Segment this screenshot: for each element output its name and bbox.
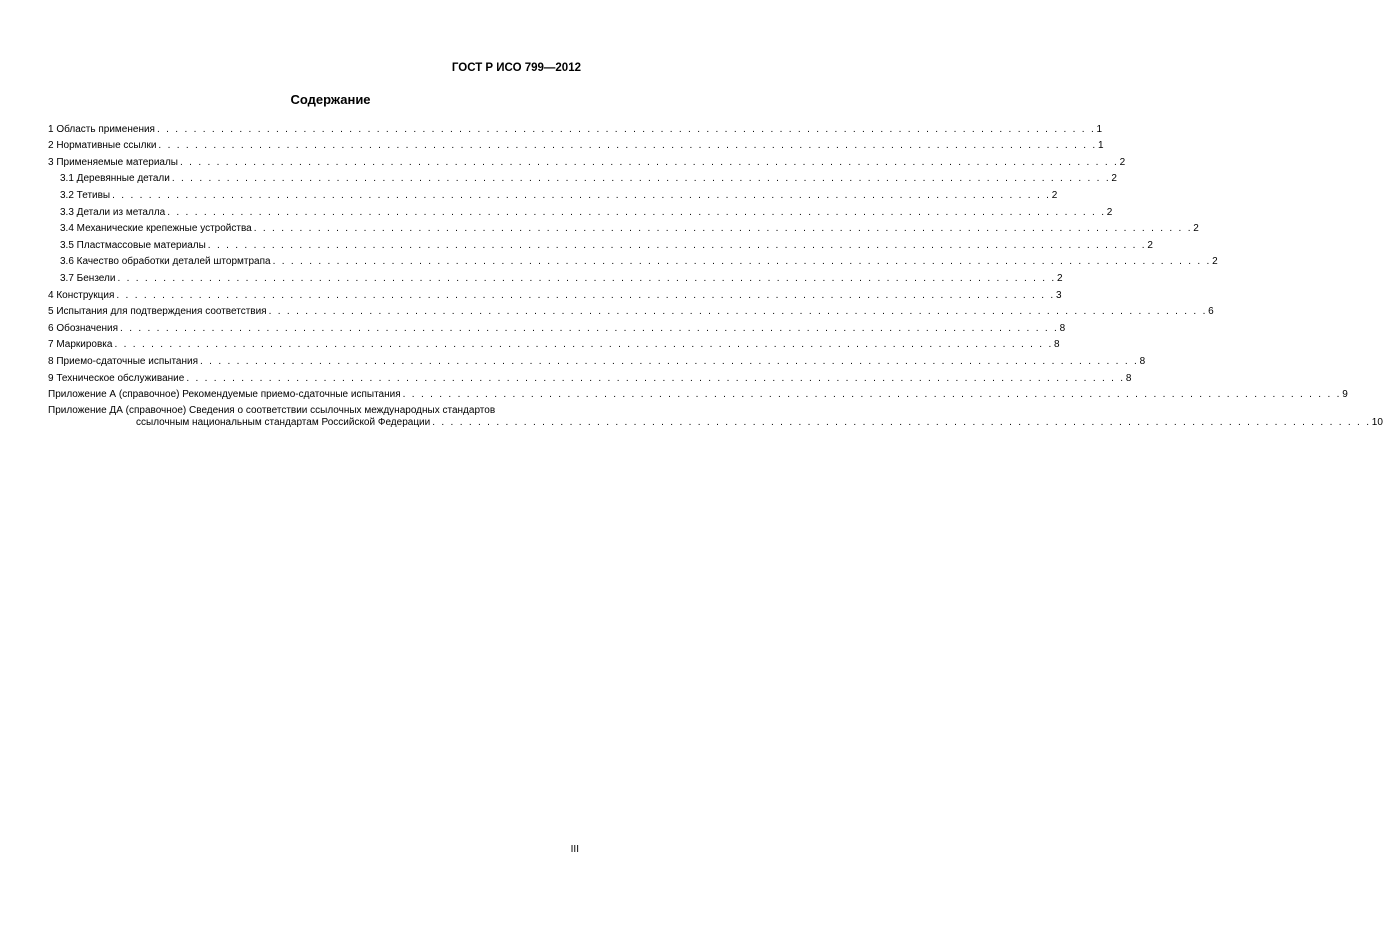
toc-entry-page: 2 <box>1147 239 1153 251</box>
toc-leader-dots: . . . . . . . . . . . . . . . . . . . . . . . . . . . . . . . . . . . . . . . . . . . . . . . . . . . . . . . . . . . . . . . . . . . . . . . . . . . . . . . . . . . . . . . . . . . . . . . . . . . . . . . <box>116 289 1055 301</box>
toc-entry-label: 3.7 Бензели <box>60 272 116 284</box>
toc-leader-dots: . . . . . . . . . . . . . . . . . . . . . . . . . . . . . . . . . . . . . . . . . . . . . . . . . . . . . . . . . . . . . . . . . . . . . . . . . . . . . . . . . . . . . . . . . . . . . . . . . . . . . . . <box>112 189 1051 201</box>
toc-entry-6[interactable] <box>48 318 1066 335</box>
toc-entry-3-6[interactable] <box>48 252 1218 269</box>
toc-entry-label: 3.1 Деревянные детали <box>60 173 170 185</box>
table-of-contents <box>48 119 1383 429</box>
page-number: III <box>570 844 579 855</box>
toc-leader-dots: . . . . . . . . . . . . . . . . . . . . . . . . . . . . . . . . . . . . . . . . . . . . . . . . . . . . . . . . . . . . . . . . . . . . . . . . . . . . . . . . . . . . . . . . . . . . . . . . . . . . . . . <box>186 372 1125 384</box>
toc-entry-3-2[interactable] <box>48 185 1058 202</box>
toc-entry-label: 3.5 Пластмассовые материалы <box>60 239 206 251</box>
toc-entry-1[interactable] <box>48 119 1103 136</box>
toc-entry-label: 3.2 Тетивы <box>60 189 111 201</box>
toc-leader-dots: . . . . . . . . . . . . . . . . . . . . . . . . . . . . . . . . . . . . . . . . . . . . . . . . . . . . . . . . . . . . . . . . . . . . . . . . . . . . . . . . . . . . . . . . . . . . . . . . . . . . . . . <box>200 355 1139 367</box>
toc-entry-label: 3.3 Детали из металла <box>60 206 166 218</box>
toc-entry-page: 2 <box>1193 223 1199 235</box>
toc-entry-label: 9 Техническое обслуживание <box>48 372 185 384</box>
toc-entry-7[interactable] <box>48 335 1060 352</box>
toc-entry-5[interactable] <box>48 302 1214 319</box>
toc-entry-label-continuation: ссылочным национальным стандартам Российской Федерации <box>136 417 431 429</box>
toc-leader-dots: . . . . . . . . . . . . . . . . . . . . . . . . . . . . . . . . . . . . . . . . . . . . . . . . . . . . . . . . . . . . . . . . . . . . . . . . . . . . . . . . . . . . . . . . . . . . . . . . . . . . . . . <box>432 417 1371 429</box>
toc-leader-dots: . . . . . . . . . . . . . . . . . . . . . . . . . . . . . . . . . . . . . . . . . . . . . . . . . . . . . . . . . . . . . . . . . . . . . . . . . . . . . . . . . . . . . . . . . . . . . . . . . . . . . . . <box>268 306 1208 318</box>
toc-entry-label: 6 Обозначения <box>48 322 119 334</box>
toc-entry-label: 8 Приемо-сдаточные испытания <box>48 355 198 367</box>
toc-entry-page: 10 <box>1371 417 1383 429</box>
toc-entry-page: 2 <box>1057 272 1063 284</box>
toc-entry-page: 2 <box>1106 206 1113 218</box>
toc-entry-page: 2 <box>1111 173 1117 185</box>
toc-entry-page: 2 <box>1212 256 1218 268</box>
toc-entry-3-4[interactable] <box>48 219 1199 236</box>
toc-entry-label: 5 Испытания для подтверждения соответствия <box>48 306 267 318</box>
toc-leader-dots: . . . . . . . . . . . . . . . . . . . . . . . . . . . . . . . . . . . . . . . . . . . . . . . . . . . . . . . . . . . . . . . . . . . . . . . . . . . . . . . . . . . . . . . . . . . . . . . . . . . . . . . <box>171 173 1111 185</box>
toc-entry-3-1[interactable] <box>48 169 1117 186</box>
toc-entry-appendix-a[interactable] <box>48 385 1348 402</box>
toc-entry-page: 1 <box>1097 140 1104 152</box>
toc-entry-label: 3.6 Качество обработки деталей штормтрапа <box>60 256 271 268</box>
toc-leader-dots: . . . . . . . . . . . . . . . . . . . . . . . . . . . . . . . . . . . . . . . . . . . . . . . . . . . . . . . . . . . . . . . . . . . . . . . . . . . . . . . . . . . . . . . . . . . . . . . . . . . . . . . <box>272 256 1212 268</box>
toc-entry-4[interactable] <box>48 285 1062 302</box>
toc-leader-dots: . . . . . . . . . . . . . . . . . . . . . . . . . . . . . . . . . . . . . . . . . . . . . . . . . . . . . . . . . . . . . . . . . . . . . . . . . . . . . . . . . . . . . . . . . . . . . . . . . . . . . . . <box>156 123 1096 135</box>
toc-entry-page: 3 <box>1055 289 1062 301</box>
toc-entry-page: 2 <box>1051 189 1058 201</box>
toc-leader-dots: . . . . . . . . . . . . . . . . . . . . . . . . . . . . . . . . . . . . . . . . . . . . . . . . . . . . . . . . . . . . . . . . . . . . . . . . . . . . . . . . . . . . . . . . . . . . . . . . . . . . . . . <box>114 339 1054 351</box>
toc-entry-page: 8 <box>1054 339 1060 351</box>
toc-leader-dots: . . . . . . . . . . . . . . . . . . . . . . . . . . . . . . . . . . . . . . . . . . . . . . . . . . . . . . . . . . . . . . . . . . . . . . . . . . . . . . . . . . . . . . . . . . . . . . . . . . . . . . . <box>402 389 1342 401</box>
toc-title: Содержание <box>290 92 371 107</box>
toc-leader-dots: . . . . . . . . . . . . . . . . . . . . . . . . . . . . . . . . . . . . . . . . . . . . . . . . . . . . . . . . . . . . . . . . . . . . . . . . . . . . . . . . . . . . . . . . . . . . . . . . . . . . . . . <box>253 223 1193 235</box>
toc-entry-9[interactable] <box>48 368 1132 385</box>
toc-entry-3-7[interactable] <box>48 268 1063 285</box>
toc-entry-label: 4 Конструкция <box>48 289 115 301</box>
toc-entry-page: 8 <box>1139 355 1146 367</box>
toc-entry-3-5[interactable] <box>48 235 1153 252</box>
toc-entry-page: 8 <box>1059 322 1066 334</box>
toc-leader-dots: . . . . . . . . . . . . . . . . . . . . . . . . . . . . . . . . . . . . . . . . . . . . . . . . . . . . . . . . . . . . . . . . . . . . . . . . . . . . . . . . . . . . . . . . . . . . . . . . . . . . . . . <box>180 156 1119 168</box>
toc-entry-label: 2 Нормативные ссылки <box>48 140 157 152</box>
toc-entry-page: 1 <box>1096 123 1103 135</box>
toc-entry-page: 2 <box>1119 156 1126 168</box>
toc-entry-page: 6 <box>1208 306 1214 318</box>
toc-leader-dots: . . . . . . . . . . . . . . . . . . . . . . . . . . . . . . . . . . . . . . . . . . . . . . . . . . . . . . . . . . . . . . . . . . . . . . . . . . . . . . . . . . . . . . . . . . . . . . . . . . . . . . . <box>207 239 1147 251</box>
toc-entry-label: Приложение ДА (справочное) Сведения о соответствии ссылочных международных стандартов <box>48 405 496 417</box>
toc-entry-page: 8 <box>1125 372 1132 384</box>
toc-entry-2[interactable] <box>48 136 1104 153</box>
toc-entry-appendix-da[interactable] <box>48 405 1383 429</box>
toc-entry-3[interactable] <box>48 152 1126 169</box>
toc-entry-label: 3 Применяемые материалы <box>48 156 178 168</box>
toc-entry-label: 7 Маркировка <box>48 339 113 351</box>
toc-entry-3-3[interactable] <box>48 202 1113 219</box>
toc-entry-label: 3.4 Механические крепежные устройства <box>60 223 252 235</box>
toc-leader-dots: . . . . . . . . . . . . . . . . . . . . . . . . . . . . . . . . . . . . . . . . . . . . . . . . . . . . . . . . . . . . . . . . . . . . . . . . . . . . . . . . . . . . . . . . . . . . . . . . . . . . . . . <box>117 272 1057 284</box>
toc-leader-dots: . . . . . . . . . . . . . . . . . . . . . . . . . . . . . . . . . . . . . . . . . . . . . . . . . . . . . . . . . . . . . . . . . . . . . . . . . . . . . . . . . . . . . . . . . . . . . . . . . . . . . . . <box>167 206 1106 218</box>
toc-leader-dots: . . . . . . . . . . . . . . . . . . . . . . . . . . . . . . . . . . . . . . . . . . . . . . . . . . . . . . . . . . . . . . . . . . . . . . . . . . . . . . . . . . . . . . . . . . . . . . . . . . . . . . . <box>120 322 1059 334</box>
toc-leader-dots: . . . . . . . . . . . . . . . . . . . . . . . . . . . . . . . . . . . . . . . . . . . . . . . . . . . . . . . . . . . . . . . . . . . . . . . . . . . . . . . . . . . . . . . . . . . . . . . . . . . . . . . <box>158 140 1097 152</box>
toc-entry-8[interactable] <box>48 351 1146 368</box>
toc-entry-label: 1 Область применения <box>48 123 155 135</box>
toc-entry-page: 9 <box>1342 389 1348 401</box>
document-code: ГОСТ Р ИСО 799—2012 <box>451 62 581 74</box>
toc-entry-label: Приложение А (справочное) Рекомендуемые приемо-сдаточные испытания <box>48 389 401 401</box>
